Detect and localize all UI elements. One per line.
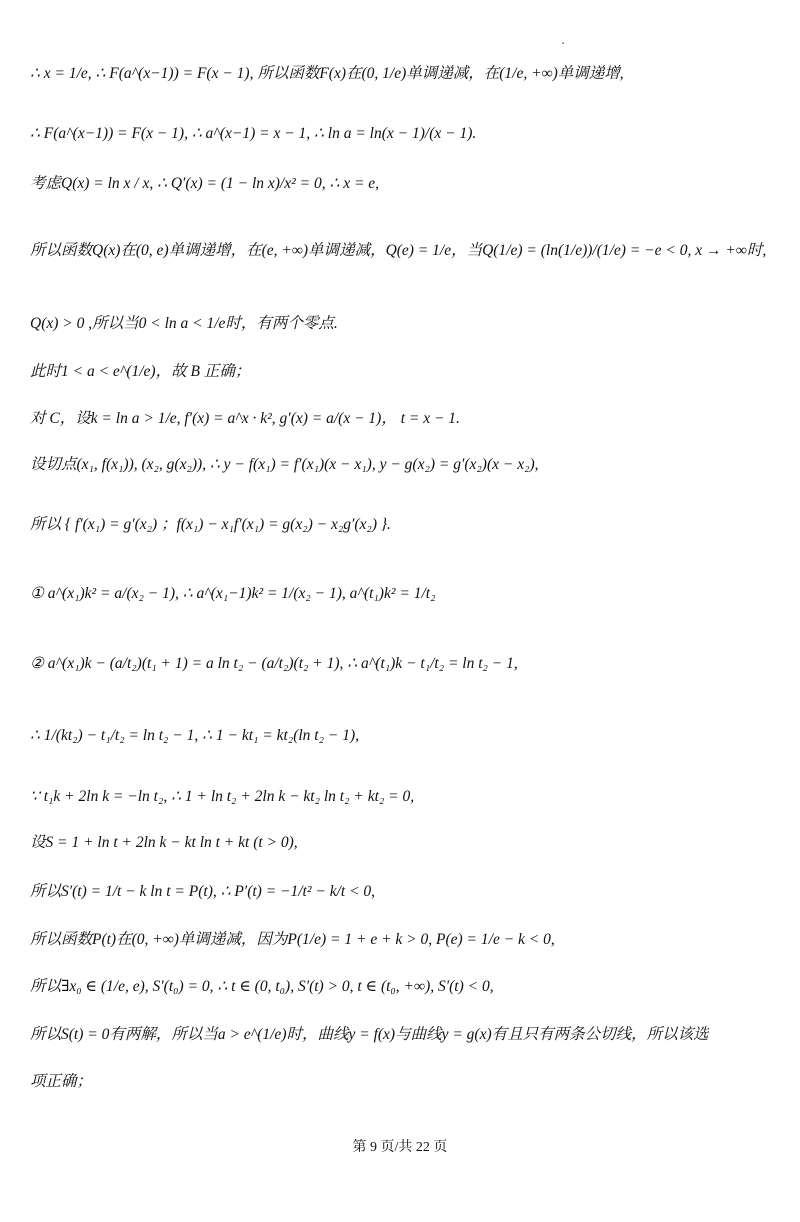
text-line-2: ∴ F(a^(x−1)) = F(x − 1), ∴ a^(x−1) = x − 1, ∴ ln a = ln(x − 1)/(x − 1). <box>30 125 477 142</box>
text-line-14: 设S = 1 + ln t + 2ln k − kt ln t + kt (t > 0), <box>30 834 298 851</box>
text-line-9: 所以 { f′(x₁) = g′(x₂) ；f(x₁) − x₁f′(x₁) = g(x₂) − x₂g′(x₂) }. <box>30 516 391 533</box>
text-line-4: 所以函数Q(x)在(0, e)单调递增，在(e, +∞)单调递减，Q(e) = 1/e，当Q(1/e) = (ln(1/e))/(1/e) = −e < 0, x → +∞时, <box>30 242 767 259</box>
text-line-18: 所以S(t) = 0有两解，所以当a > e^(1/e)时，曲线y = f(x)与曲线y = g(x)有且只有两条公切线，所以该选 <box>30 1026 709 1043</box>
text-line-12: ∴ 1/(kt₂) − t₁/t₂ = ln t₂ − 1, ∴ 1 − kt₁ = kt₂(ln t₂ − 1), <box>30 727 359 744</box>
text-line-1: ∴ x = 1/e, ∴ F(a^(x−1)) = F(x − 1), 所以函数F(x)在(0, 1/e)单调递减，在(1/e, +∞)单调递增, <box>30 65 624 82</box>
text-line-16: 所以函数P(t)在(0, +∞)单调递减，因为P(1/e) = 1 + e + k > 0, P(e) = 1/e − k < 0, <box>30 931 555 948</box>
text-line-7: 对 C，设k = ln a > 1/e, f′(x) = a^x · k², g′(x) = a/(x − 1)， t = x − 1. <box>30 410 460 427</box>
text-line-6: 此时1 < a < e^(1/e)，故 B 正确； <box>30 363 251 380</box>
scan-speck <box>562 42 564 44</box>
text-line-5: Q(x) > 0 ,所以当0 < ln a < 1/e时，有两个零点. <box>30 315 338 332</box>
text-line-8: 设切点(x₁, f(x₁)), (x₂, g(x₂)), ∴ y − f(x₁) = f′(x₁)(x − x₁), y − g(x₂) = g′(x₂)(x − x₂), <box>30 456 539 473</box>
text-line-11: ② a^(x₁)k − (a/t₂)(t₁ + 1) = a ln t₂ − (a/t₂)(t₂ + 1), ∴ a^(t₁)k − t₁/t₂ = ln t₂ − 1, <box>30 655 518 672</box>
text-line-10: ① a^(x₁)k² = a/(x₂ − 1), ∴ a^(x₁−1)k² = 1/(x₂ − 1), a^(t₁)k² = 1/t₂ <box>30 585 436 602</box>
text-line-17: 所以∃x₀ ∈ (1/e, e), S′(t₀) = 0, ∴ t ∈ (0, t₀), S′(t) > 0, t ∈ (t₀, +∞), S′(t) < 0, <box>30 978 494 995</box>
text-line-3: 考虑Q(x) = ln x / x, ∴ Q′(x) = (1 − ln x)/x² = 0, ∴ x = e, <box>30 175 380 192</box>
text-line-15: 所以S′(t) = 1/t − k ln t = P(t), ∴ P′(t) = −1/t² − k/t < 0, <box>30 883 376 900</box>
page-footer: 第 9 页/共 22 页 <box>352 1140 448 1155</box>
text-line-13: ∵ t₁k + 2ln k = −ln t₂, ∴ 1 + ln t₂ + 2ln k − kt₂ ln t₂ + kt₂ = 0, <box>30 788 415 805</box>
text-line-19: 项正确； <box>30 1073 93 1090</box>
